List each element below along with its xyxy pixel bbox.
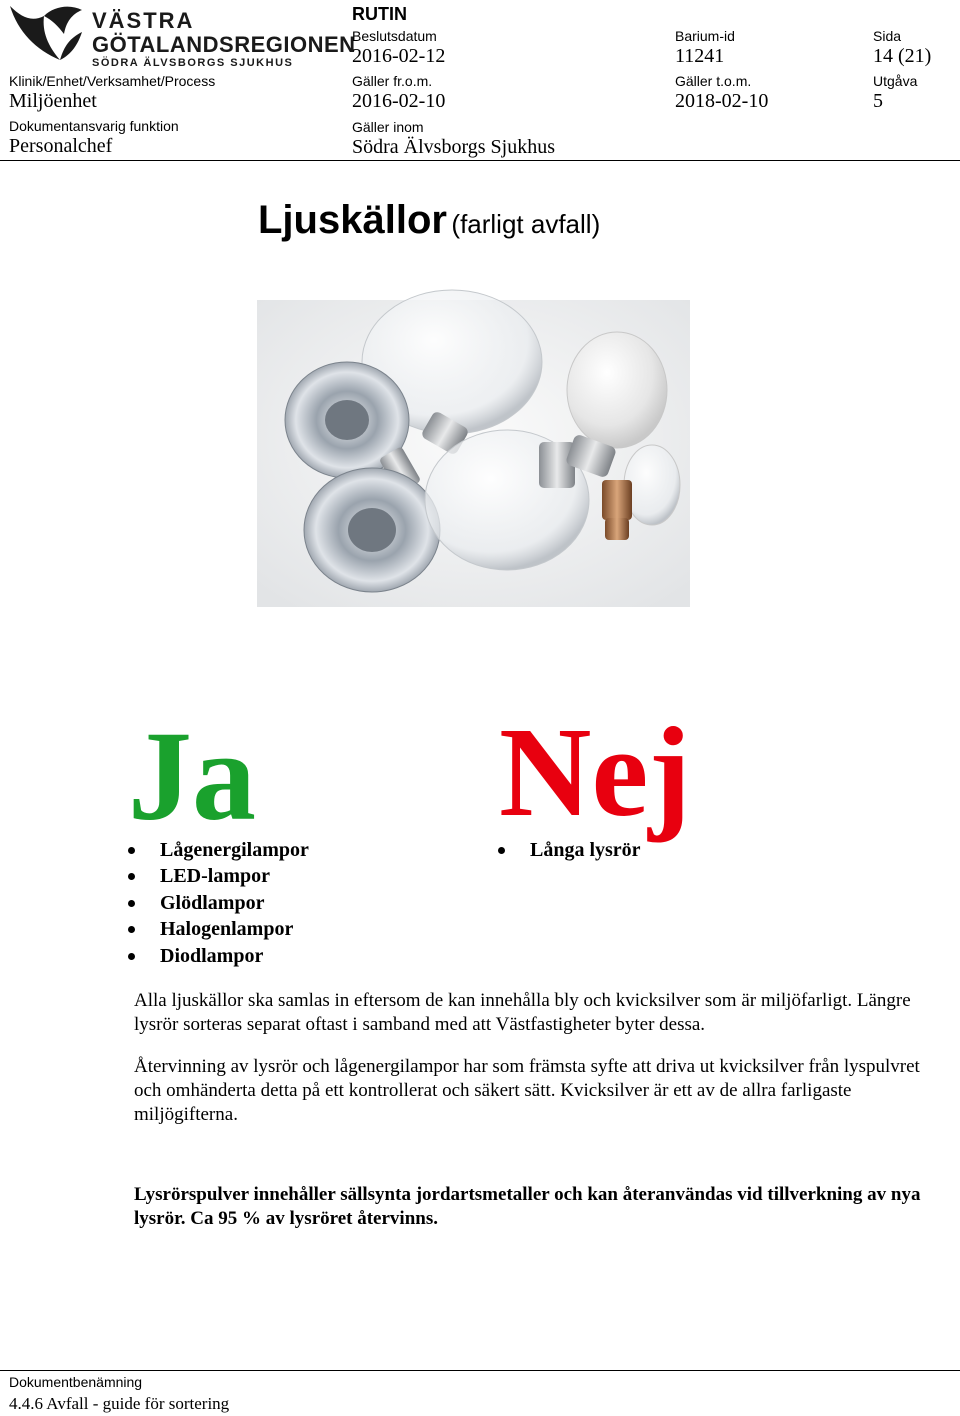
title-main: Ljuskällor xyxy=(258,198,447,242)
no-list xyxy=(498,837,641,863)
logo-line2: GÖTALANDSREGIONEN xyxy=(92,32,356,57)
list-item: LED-lampor xyxy=(128,863,309,889)
scope-label: Gäller inom xyxy=(352,119,424,135)
decision-date-label: Beslutsdatum xyxy=(352,28,437,44)
valid-from-label: Gäller fr.o.m. xyxy=(352,73,433,89)
page-title xyxy=(258,198,600,243)
edition: 5 xyxy=(873,90,883,112)
paragraph-3-text: Lysrörspulver innehåller sällsynta jordartsmetaller och kan återanvändas vid tillverkning av nya lysrör. Ca 95 % av lysröret återvinns xyxy=(134,1184,921,1229)
list-item: Glödlampor xyxy=(128,890,309,916)
page-label: Sida xyxy=(873,28,902,44)
unit-label: Klinik/Enhet/Verksamhet/Process xyxy=(9,73,216,89)
valid-to-label: Gäller t.o.m. xyxy=(675,73,752,89)
list-item: Lågenergilampor xyxy=(128,837,309,863)
doc-type: RUTIN xyxy=(352,4,407,24)
valid-from: 2016-02-10 xyxy=(352,90,446,112)
org-logo xyxy=(8,2,356,73)
unit-value: Miljöenhet xyxy=(9,90,97,112)
footer-divider xyxy=(0,1370,960,1371)
edition-label: Utgåva xyxy=(873,73,918,89)
list-item: Diodlampor xyxy=(128,943,309,969)
title-sub: (farligt avfall) xyxy=(451,209,601,239)
light-bulbs-photo xyxy=(257,300,690,607)
logo-line1: VÄSTRA xyxy=(92,8,195,33)
responsible-label: Dokumentansvarig funktion xyxy=(9,118,179,134)
scope-value: Södra Älvsborgs Sjukhus xyxy=(352,136,555,158)
yes-list xyxy=(128,837,309,969)
vgr-logo-mark xyxy=(8,2,356,69)
valid-to: 2018-02-10 xyxy=(675,90,769,112)
responsible-value: Personalchef xyxy=(9,135,113,157)
footer-value: 4.4.6 Avfall - guide för sortering xyxy=(9,1394,230,1413)
page-number: 14 (21) xyxy=(873,45,932,67)
header-divider xyxy=(0,160,960,161)
paragraph-2: Återvinning av lysrör och lågenergilampor har som främsta syfte att driva ut kvicksilver från lyspulvret och omhänderta detta på ett kontrollerat och säkert sätt. Kvicksilver är ett av de allra farligaste miljögifterna. xyxy=(134,1056,920,1125)
footer-label: Dokumentbenämning xyxy=(9,1374,143,1390)
list-item: Halogenlampor xyxy=(128,916,309,942)
yes-heading: Ja xyxy=(128,705,256,847)
paragraph-1: Alla ljuskällor ska samlas in eftersom de kan innehålla bly och kvicksilver som är miljöfarligt. Längre lysrör sorteras separat oftast i samband med att Västfastigheter byter dessa. xyxy=(134,990,911,1035)
barium-id: 11241 xyxy=(675,45,725,67)
barium-id-label: Barium-id xyxy=(675,28,735,44)
list-item: Långa lysrör xyxy=(498,837,641,863)
paragraph-3: Lysrörspulver innehåller sällsynta jordartsmetaller och kan återanvändas vid tillverkning av nya lysrör. Ca 95 % av lysröret återvinns. xyxy=(134,1184,921,1229)
decision-date: 2016-02-12 xyxy=(352,45,446,67)
no-heading: Nej xyxy=(499,701,691,843)
logo-line3: SÖDRA ÄLVSBORGS SJUKHUS xyxy=(92,57,294,69)
